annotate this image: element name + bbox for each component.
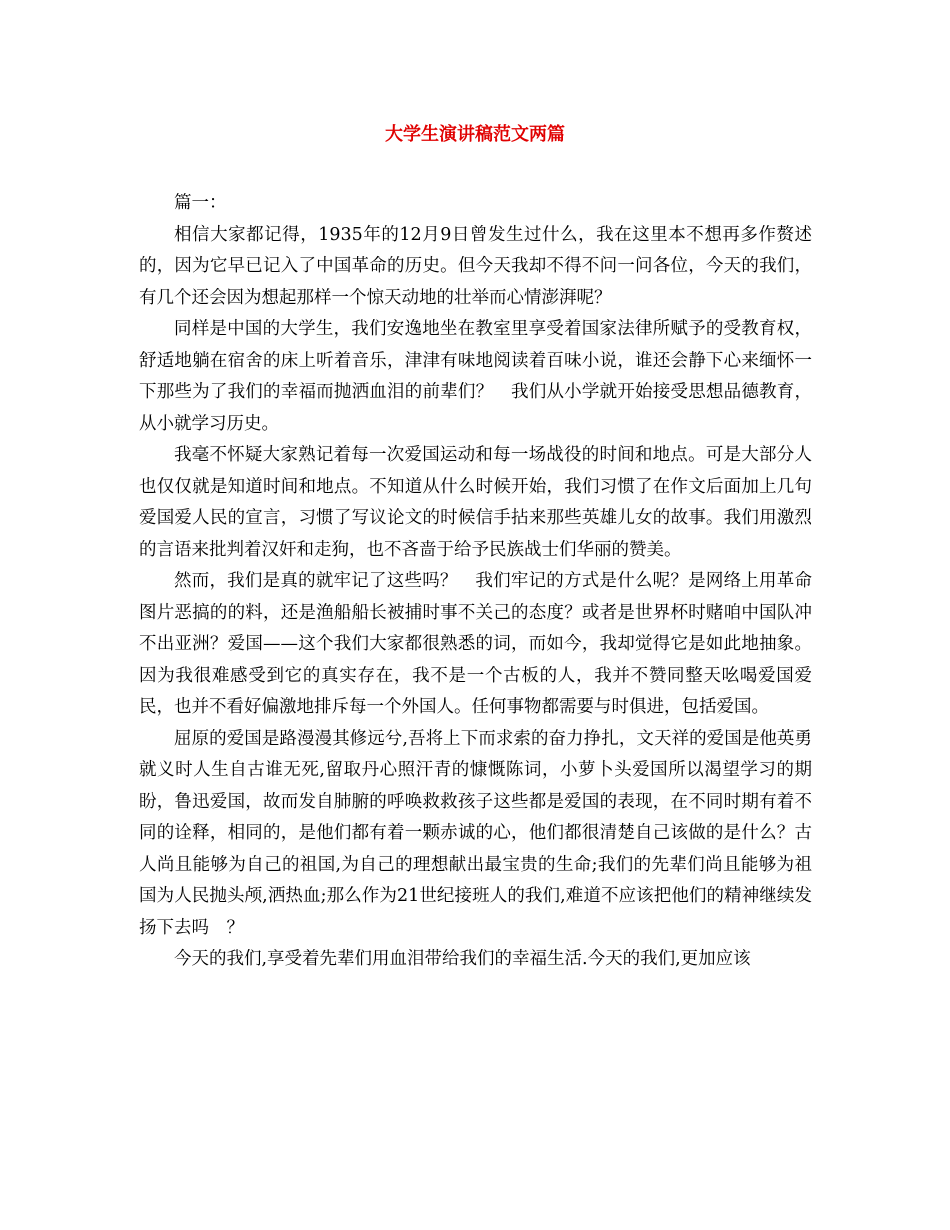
paragraph: 今天的我们,享受着先辈们用血泪带给我们的幸福生活.今天的我们,更加应该	[174, 949, 751, 969]
paragraph: 同样是中国的大学生，我们安逸地坐在教室里享受着国家法律所赋予的受教育权，舒适地躺在宿舍的床上听着音乐，津津有味地阅读着百味小说，谁还会静下心来缅怀一下那些为了我们的幸福而抛洒血泪的前辈们？ 我们从小学就开始接受思想品德教育，从小就学习历史。	[139, 319, 812, 434]
paragraph: 我毫不怀疑大家熟记着每一次爱国运动和每一场战役的时间和地点。可是大部分人也仅仅就是知道时间和地点。不知道从什么时候开始，我们习惯了在作文后面加上几句爱国爱人民的宣言，习惯了写议论文的时候信手拈来那些英雄儿女的故事。我们用激烈的言语来批判着汉奸和走狗，也不吝啬于给予民族战士们华丽的赞美。	[139, 445, 812, 560]
paragraph: 篇一：	[174, 193, 227, 213]
paragraph: 然而，我们是真的就牢记了这些吗？ 我们牢记的方式是什么呢？是网络上用革命图片恶搞的的料，还是渔船船长被捕时事不关己的态度？或者是世界杯时赌咱中国队冲不出亚洲？爱国——这个我们大家都很熟悉的词，而如今，我却觉得它是如此地抽象。因为我很难感受到它的真实存在，我不是一个古板的人，我并不赞同整天吆喝爱国爱民，也并不看好偏激地排斥每一个外国人。任何事物都需要与时俱进，包括爱国。	[139, 571, 812, 717]
document-title: 大学生演讲稿范文两篇	[385, 124, 565, 145]
paragraph: 屈原的爱国是路漫漫其修远兮,吾将上下而求索的奋力挣扎，文天祥的爱国是他英勇就义时人生自古谁无死,留取丹心照汗青的慷慨陈词，小萝卜头爱国所以渴望学习的期盼，鲁迅爱国，故而发自肺腑的呼唤救救孩子这些都是爱国的表现，在不同时期有着不同的诠释，相同的，是他们都有着一颗赤诚的心，他们都很清楚自己该做的是什么？古人尚且能够为自己的祖国,为自己的理想献出最宝贵的生命;我们的先辈们尚且能够为祖国为人民抛头颅,洒热血;那么作为21世纪接班人的我们,难道不应该把他们的精神继续发扬下去吗 ？	[139, 728, 812, 938]
paragraph: 相信大家都记得，1935年的12月9日曾发生过什么，我在这里本不想再多作赘述的，因为它早已记入了中国革命的历史。但今天我却不得不问一问各位，今天的我们，有几个还会因为想起那样一个惊天动地的壮举而心情澎湃呢？	[139, 224, 812, 308]
document-body	[139, 188, 812, 976]
